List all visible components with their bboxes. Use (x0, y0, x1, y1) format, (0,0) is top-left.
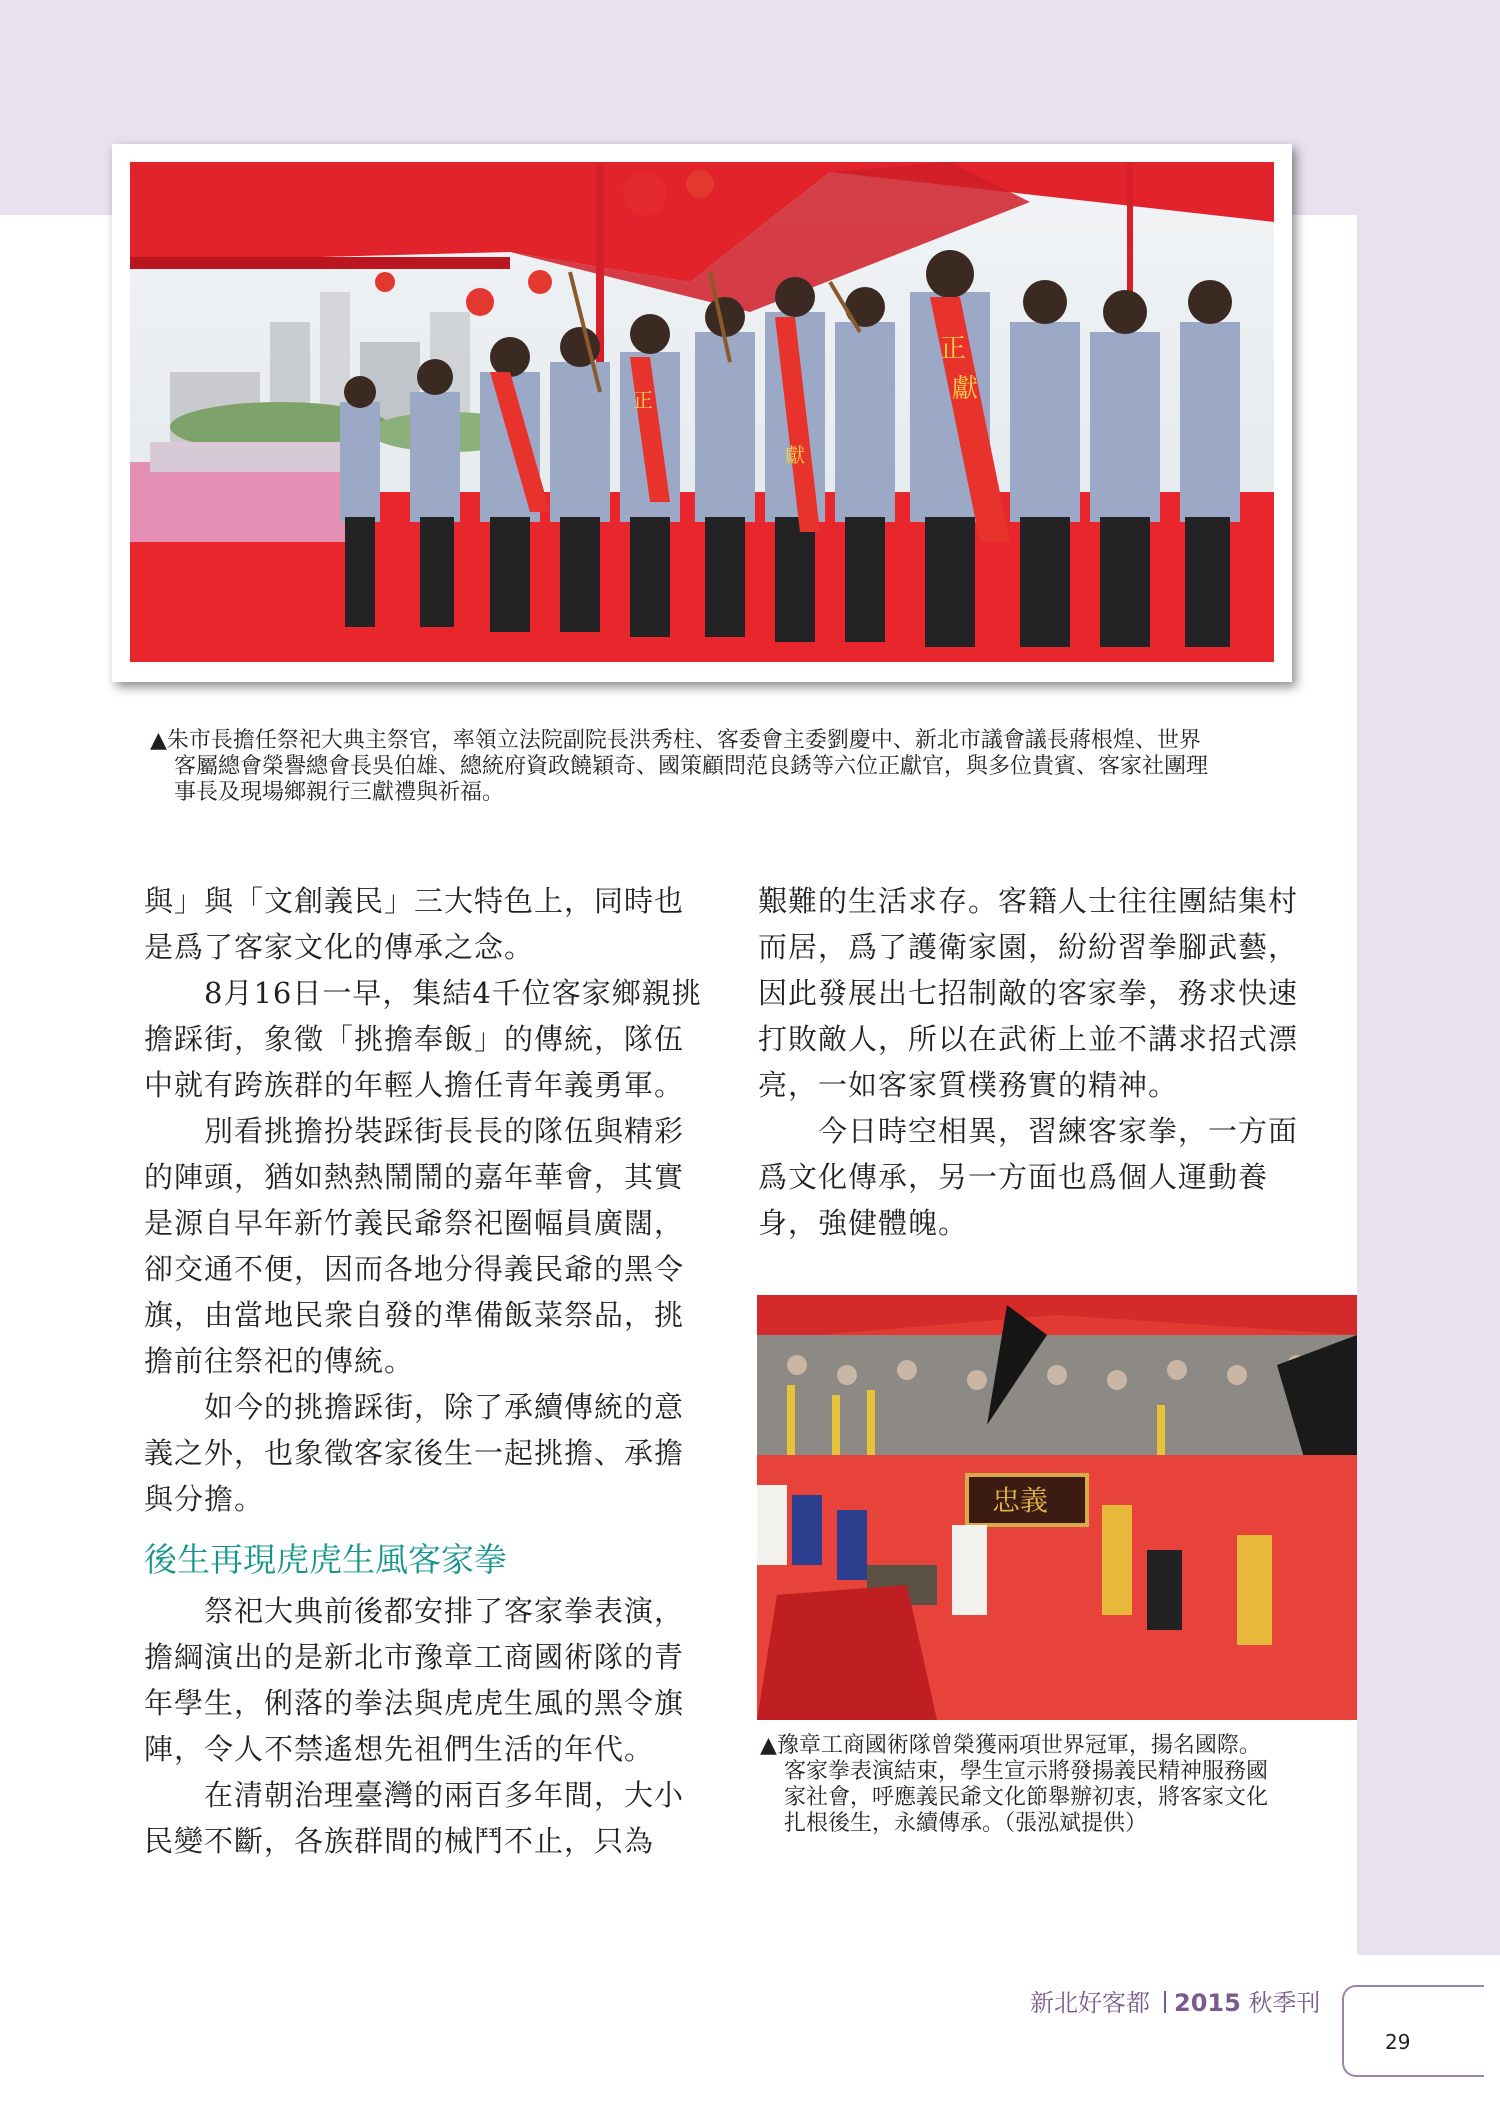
article-column-left (144, 878, 704, 1864)
bottom-photo-caption (760, 1733, 1320, 1837)
right-color-band (1357, 215, 1500, 1955)
paragraph: 與」與「文創義民」三大特色上，同時也是爲了客家文化的傳承之念。 (144, 884, 685, 964)
plaque-text: 忠義 (992, 1484, 1049, 1517)
top-photo-caption (150, 728, 1330, 806)
magazine-footer (1030, 1983, 1320, 2018)
section-subheading: 後生再現虎虎生風客家拳 (144, 1540, 507, 1579)
ceremony-photo (130, 162, 1274, 662)
caption-line: 客家拳表演結束，學生宣示將發揚義民精神服務國 (784, 1759, 1269, 1784)
ceremony-photo-frame (112, 144, 1292, 682)
sash-char-2: 獻 (952, 374, 979, 404)
caption-line: 客屬總會榮譽總會長吳伯雄、總統府資政饒穎奇、國策顧問范良銹等六位正獻官，與多位貴賓、客家社團理 (174, 754, 1209, 779)
paragraph: 別看挑擔扮裝踩街長長的隊伍與精彩的陣頭，猶如熱熱鬧鬧的嘉年華會，其實是源自早年新竹義民爺祭祀圈幅員廣闊，卻交通不便，因而各地分得義民爺的黑令旗，由當地民衆自發的準備飯菜祭品，挑擔前往祭祀的傳統。 (144, 1114, 685, 1378)
paragraph: 如今的挑擔踩街，除了承續傳統的意義之外，也象徵客家後生一起挑擔、承擔與分擔。 (144, 1390, 685, 1516)
caption-line: ▲朱市長擔任祭祀大典主祭官，率領立法院副院長洪秀柱、客委會主委劉慶中、新北市議會議長蔣根煌、世界 (150, 728, 1201, 753)
sash-char-3: 正 (633, 388, 653, 412)
caption-line: ▲豫章工商國術隊曾榮獲兩項世界冠軍，揚名國際。 (760, 1733, 1261, 1758)
paragraph: 祭祀大典前後都安排了客家拳表演，擔綱演出的是新北市豫章工商國術隊的青年學生，俐落的拳法與虎虎生風的黑令旗陣，令人不禁遙想先祖們生活的年代。 (144, 1594, 685, 1766)
issue-season: 秋季刊 (1248, 1989, 1321, 2017)
page-number: 29 (1385, 2030, 1411, 2054)
caption-line: 扎根後生，永續傳承。（張泓斌提供） (784, 1811, 1148, 1836)
caption-line: 事長及現場鄉親行三獻禮與祈福。 (174, 780, 505, 805)
paragraph: 8月16日一早，集結4千位客家鄉親挑擔踩街，象徵「挑擔奉飯」的傳統，隊伍中就有跨族群的年輕人擔任青年義勇軍。 (144, 976, 702, 1102)
paragraph: 今日時空相異，習練客家拳，一方面爲文化傳承，另一方面也爲個人運動養身，強健體魄。 (758, 1114, 1299, 1240)
magazine-name: 新北好客都 (1030, 1989, 1150, 2017)
issue-year: 2015 (1174, 1989, 1241, 2017)
article-column-right (758, 878, 1318, 1246)
sash-char-1: 正 (940, 334, 967, 364)
sash-char-4: 獻 (785, 443, 805, 467)
caption-line: 家社會，呼應義民爺文化節舉辦初衷，將客家文化 (784, 1785, 1269, 1810)
martial-arts-photo (757, 1295, 1357, 1720)
footer-divider (1164, 1991, 1166, 2013)
page-number-tab (1342, 1985, 1484, 2077)
paragraph: 在清朝治理臺灣的兩百多年間，大小民變不斷，各族群間的械鬥不止，只為 (144, 1778, 685, 1858)
paragraph: 艱難的生活求存。客籍人士往往團結集村而居，爲了護衛家園，紛紛習拳腳武藝，因此發展出七招制敵的客家拳，務求快速打敗敵人，所以在武術上並不講求招式漂亮，一如客家質樸務實的精神。 (758, 884, 1299, 1102)
